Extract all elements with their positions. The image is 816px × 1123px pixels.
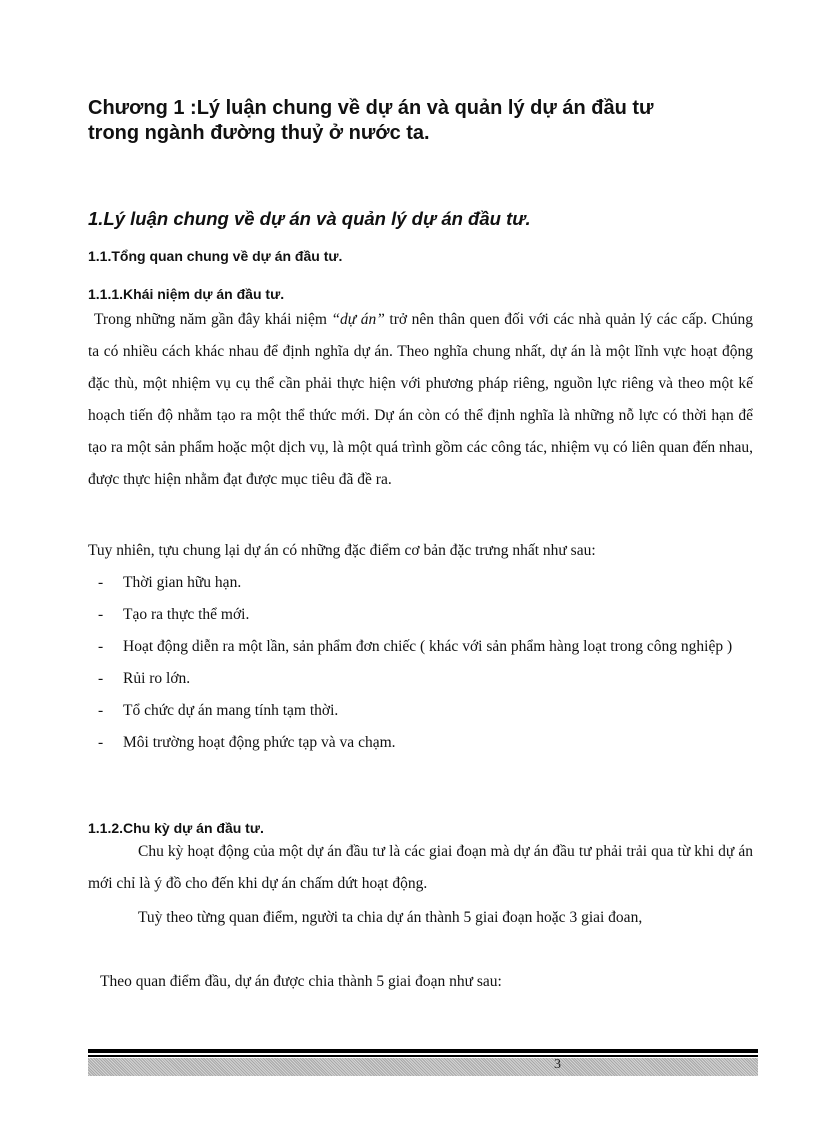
footer-shaded-band xyxy=(88,1058,758,1076)
bullet-dash: - xyxy=(98,734,104,751)
chapter-title-line-1: Chương 1 :Lý luận chung về dự án và quản lý dự án đầu tư xyxy=(88,97,654,119)
list-item-text: Rủi ro lớn. xyxy=(123,670,191,687)
list-item xyxy=(88,599,753,631)
bullet-dash: - xyxy=(98,702,104,719)
paragraph-five-stages-intro: Theo quan điểm đầu, dự án được chia thành 5 giai đoạn như sau: xyxy=(100,973,502,990)
list-item xyxy=(88,727,753,759)
list-item xyxy=(88,663,753,695)
bullet-dash: - xyxy=(98,638,104,655)
characteristics-list xyxy=(88,567,753,759)
paragraph-definition-rest: trở nên thân quen đối với các nhà quản lý các cấp. Chúng ta có nhiều cách khác nhau để định nghĩa dự án. Theo nghĩa chung nhất, dự án là một lĩnh vực hoạt động đặc thù, một nhiệm vụ cụ thể cần phải thực hiện với phương pháp riêng, nguồn lực riêng và theo một kế hoạch tiến độ nhằm tạo ra một thể thức mới. Dự án còn có thể định nghĩa là những nỗ lực có thời hạn để tạo ra một sản phẩm hoặc một dịch vụ, là một quá trình gồm các công tác, nhiệm vụ có liên quan đến nhau, được thực hiện nhằm đạt được mục tiêu đã đề ra. xyxy=(88,311,753,488)
footer-rule-thick xyxy=(88,1049,758,1053)
subsection-heading-1-1-2: 1.1.2.Chu kỳ dự án đầu tư. xyxy=(88,820,264,836)
list-item-text: Thời gian hữu hạn. xyxy=(123,574,242,591)
paragraph-definition xyxy=(88,304,753,496)
list-item xyxy=(88,631,753,663)
paragraph-project-cycle: Chu kỳ hoạt động của một dự án đầu tư là các giai đoạn mà dự án đầu tư phải trải qua từ khi dự án mới chỉ là ý đồ cho đến khi dự án chấm dứt hoạt động. xyxy=(88,843,753,892)
paragraph-viewpoints: Tuỳ theo từng quan điểm, người ta chia dự án thành 5 giai đoạn hoặc 3 giai đoan, xyxy=(138,909,643,926)
list-item xyxy=(88,567,753,599)
bullet-dash: - xyxy=(98,574,104,591)
bullet-dash: - xyxy=(98,670,104,687)
page-number: 3 xyxy=(554,1057,561,1072)
list-item-text: Môi trường hoạt động phức tạp và va chạm. xyxy=(123,734,396,751)
list-item-text: Tổ chức dự án mang tính tạm thời. xyxy=(123,702,339,719)
bullet-dash: - xyxy=(98,606,104,623)
footer-rule-thin xyxy=(88,1055,758,1057)
chapter-title xyxy=(88,96,768,146)
section-heading: 1.Lý luận chung về dự án và quản lý dự án đầu tư. xyxy=(88,208,531,229)
chapter-title-line-2: trong ngành đường thuỷ ở nước ta. xyxy=(88,122,430,144)
list-item-text: Hoạt động diễn ra một lần, sản phẩm đơn chiếc ( khác với sản phẩm hàng loạt trong công nghiệp ) xyxy=(123,638,733,655)
list-item xyxy=(88,695,753,727)
subsection-heading-1-1-1: 1.1.1.Khái niệm dự án đầu tư. xyxy=(88,286,285,302)
subsection-heading-1-1: 1.1.Tổng quan chung về dự án đầu tư. xyxy=(88,248,343,264)
paragraph-definition-italic-term: “dự án” xyxy=(331,311,385,328)
paragraph-definition-start: Trong những năm gần đây khái niệm xyxy=(94,311,332,328)
list-item-text: Tạo ra thực thể mới. xyxy=(123,606,250,623)
paragraph-characteristics-intro: Tuy nhiên, tựu chung lại dự án có những đặc điểm cơ bản đặc trưng nhất như sau: xyxy=(88,542,596,559)
